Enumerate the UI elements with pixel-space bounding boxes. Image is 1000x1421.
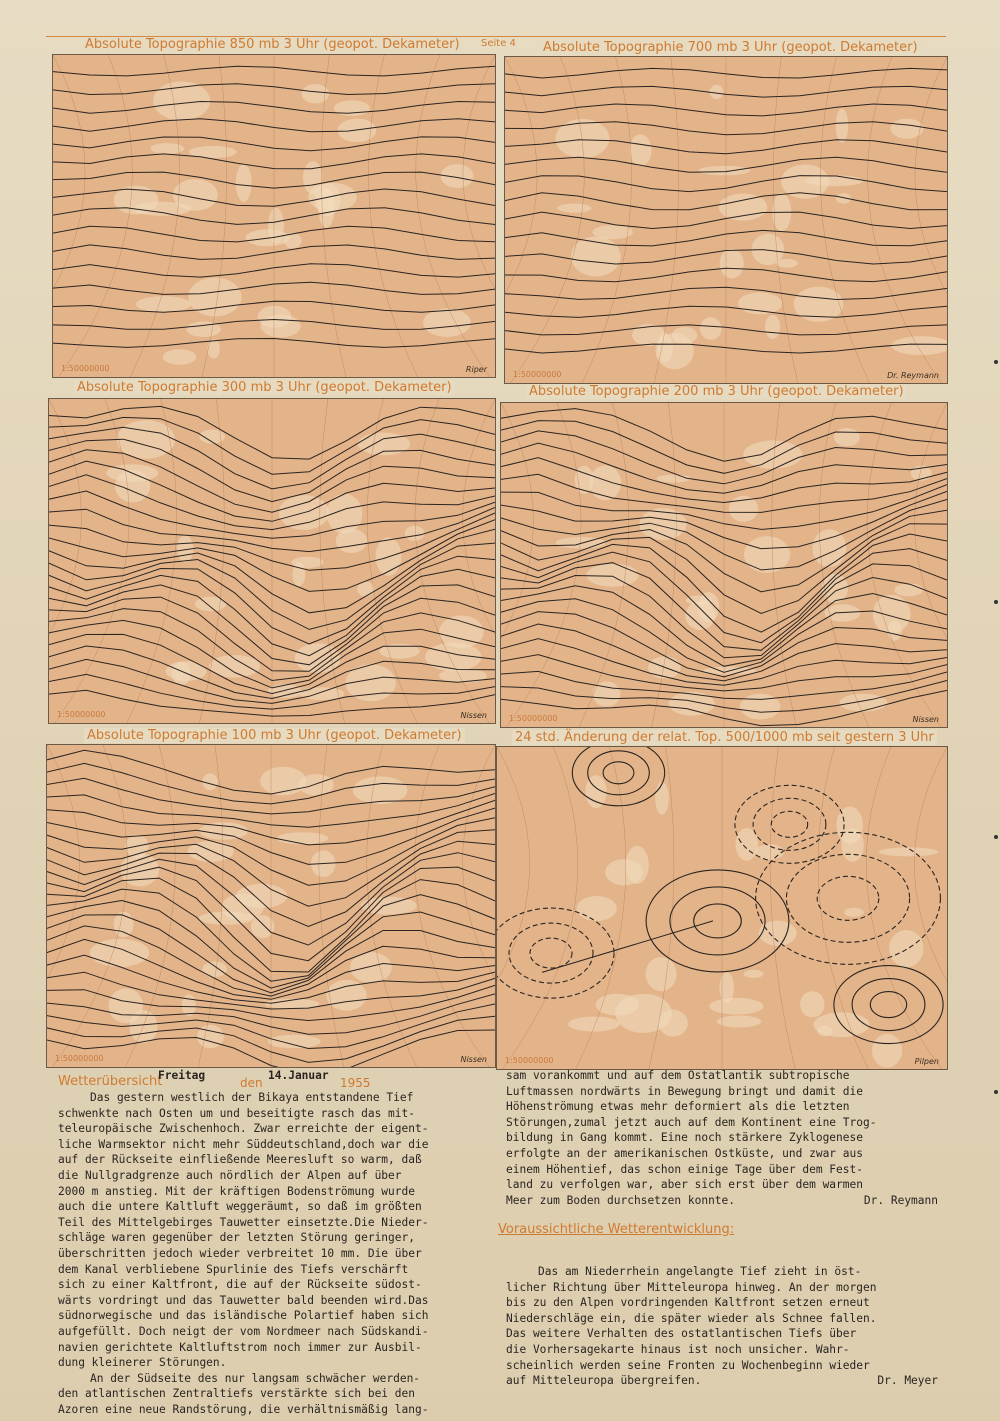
- map-scale: 1:50000000: [513, 370, 562, 379]
- text-line: Höhenströmung etwas mehr deformiert als die letzten: [506, 1100, 850, 1114]
- overview-text-left: [58, 1090, 488, 1417]
- text-line: Das gestern westlich der Bikaya entstandene Tief: [90, 1091, 414, 1104]
- map-signature: Riper: [465, 365, 487, 374]
- text-line: auf Mitteleuropa übergreifen.: [506, 1374, 702, 1388]
- map-850mb: [52, 54, 496, 378]
- punch-hole: [994, 600, 998, 604]
- text-line: die Vorhersagekarte hinaus ist noch unsicher. Wahr-: [506, 1342, 850, 1356]
- map-title-100: Absolute Topographie 100 mb 3 Uhr (geopot. Dekameter): [84, 728, 465, 743]
- isallohypse-lines: [497, 747, 947, 1069]
- map-signature: Dr. Reymann: [887, 371, 939, 380]
- contour-lines-200: [501, 403, 947, 727]
- text-line: 2000 m anstieg. Mit der kräftigen Bodenströmung wurde: [58, 1184, 415, 1198]
- contour-lines-700: [505, 57, 947, 383]
- text-line: die Nullgradgrenze auch nördlich der Alpen auf über: [58, 1168, 402, 1182]
- punch-hole: [994, 835, 998, 839]
- text-line: dem Kanal verbliebene Spurlinie des Tiefs verschärft: [58, 1262, 409, 1276]
- text-line: navien gerichtete Kaltluftstrom noch immer zur Ausbil-: [58, 1340, 422, 1354]
- map-700mb: [504, 56, 948, 384]
- text-line: Meer zum Boden durchsetzen konnte.: [506, 1193, 736, 1207]
- map-scale: 1:50000000: [61, 364, 110, 373]
- text-line: schwenkte nach Osten um und beseitigte rasch das mit-: [58, 1106, 415, 1120]
- text-line: Störungen,zumal jetzt auch auf dem Kontinent eine Trog-: [506, 1115, 877, 1129]
- text-line: Das am Niederrhein angelangte Tief zieht in öst-: [538, 1265, 862, 1278]
- text-line: bis zu den Alpen vordringenden Kaltfront setzen erneut: [506, 1296, 870, 1310]
- map-scale: 1:50000000: [57, 710, 106, 719]
- text-line: auf der Rückseite einfließende Meeresluft so warm, daß: [58, 1153, 422, 1167]
- overview-text-right: [506, 1068, 938, 1208]
- map-100mb: [46, 744, 496, 1068]
- text-line: liche Warmsektor nicht mehr Süddeutschland,doch war die: [58, 1137, 429, 1151]
- text-line: erfolgte an der amerikanischen Ostküste, und zwar aus: [506, 1146, 863, 1160]
- text-line: bildung in Gang kommt. Eine noch stärkere Zyklogenese: [506, 1131, 863, 1145]
- map-title-200: Absolute Topographie 200 mb 3 Uhr (geopot. Dekameter): [526, 384, 907, 399]
- map-title-change: 24 std. Änderung der relat. Top. 500/1000 mb seit gestern 3 Uhr: [512, 730, 937, 745]
- text-line: wärts vordringt und das Tauwetter bald beenden wird.Das: [58, 1293, 429, 1307]
- contour-lines-850: [53, 55, 495, 377]
- map-200mb: [500, 402, 948, 728]
- text-line: den atlantischen Zentraltiefs verstärkte sich bei den: [58, 1387, 415, 1401]
- text-line: scheinlich werden seine Fronten zu Wochenbeginn wieder: [506, 1358, 870, 1372]
- text-line: südnorwegische und das isländische Polartief haben sich: [58, 1309, 429, 1323]
- contour-lines-100: [47, 745, 495, 1067]
- text-line: Teil des Mittelgebirges Tauwetter einsetzte.Die Nieder-: [58, 1215, 429, 1229]
- forecast-text: [506, 1264, 938, 1389]
- text-line: land zu verfolgen war, aber sich erst über dem warmen: [506, 1178, 863, 1192]
- text-line: auch die untere Kaltluft weggeräumt, so daß im größten: [58, 1200, 422, 1214]
- text-line: licher Richtung über Mitteleuropa hinweg. An der morgen: [506, 1280, 877, 1294]
- overview-den: den: [240, 1076, 263, 1090]
- overview-author: Dr. Reymann: [863, 1193, 938, 1207]
- map-scale: 1:50000000: [505, 1056, 554, 1065]
- map-title-700: Absolute Topographie 700 mb 3 Uhr (geopot. Dekameter): [540, 40, 921, 55]
- text-line: teleuropäische Zwischenhoch. Zwar erreichte der eigent-: [58, 1122, 429, 1136]
- forecast-author: Dr. Meyer: [877, 1374, 938, 1388]
- map-300mb: [48, 398, 496, 724]
- overview-year: 1955: [340, 1076, 371, 1090]
- map-signature: Pilpen: [914, 1057, 939, 1066]
- text-line: sich zu einer Kaltfront, die auf der Rückseite südost-: [58, 1278, 422, 1292]
- text-line: Azoren eine neue Randstörung, die verhältnismäßig lang-: [58, 1402, 429, 1416]
- overview-heading: Wetterübersicht: [58, 1074, 163, 1089]
- punch-hole: [994, 360, 998, 364]
- text-line: Das weitere Verhalten des ostatlantischen Tiefs über: [506, 1327, 857, 1341]
- text-line: Niederschläge ein, die später wieder als Schnee fallen.: [506, 1311, 877, 1325]
- page-number: Seite 4: [481, 38, 516, 49]
- map-signature: Nissen: [912, 715, 939, 724]
- map-signature: Nissen: [460, 1055, 487, 1064]
- text-line: An der Südseite des nur langsam schwächer werden-: [90, 1371, 421, 1385]
- map-scale: 1:50000000: [55, 1054, 104, 1063]
- map-change-500-1000: [496, 746, 948, 1070]
- overview-date: 14.Januar: [268, 1069, 329, 1082]
- text-line: aufgefüllt. Doch neigt der vom Nordmeer nach Südskandi-: [58, 1324, 429, 1338]
- text-line: schläge waren gegenüber der letzten Störung geringer,: [58, 1231, 415, 1245]
- contour-lines-300: [49, 399, 495, 723]
- text-line: Luftmassen nordwärts in Bewegung bringt und damit die: [506, 1084, 863, 1098]
- text-line: überschritten jedoch wieder verbreitet 10 mm. Die über: [58, 1246, 422, 1260]
- map-scale: 1:50000000: [509, 714, 558, 723]
- map-title-850: Absolute Topographie 850 mb 3 Uhr (geopot. Dekameter): [82, 37, 463, 52]
- text-line: dung kleinerer Störungen.: [58, 1356, 227, 1370]
- text-line: einem Höhentief, das schon einige Tage über dem Fest-: [506, 1162, 863, 1176]
- text-line: sam vorankommt und auf dem Ostatlantik subtropische: [506, 1069, 850, 1082]
- overview-day: Freitag: [158, 1069, 206, 1082]
- punch-hole: [994, 1090, 998, 1094]
- map-title-300: Absolute Topographie 300 mb 3 Uhr (geopot. Dekameter): [74, 380, 455, 395]
- map-signature: Nissen: [460, 711, 487, 720]
- forecast-heading: Voraussichtliche Wetterentwicklung:: [498, 1222, 735, 1237]
